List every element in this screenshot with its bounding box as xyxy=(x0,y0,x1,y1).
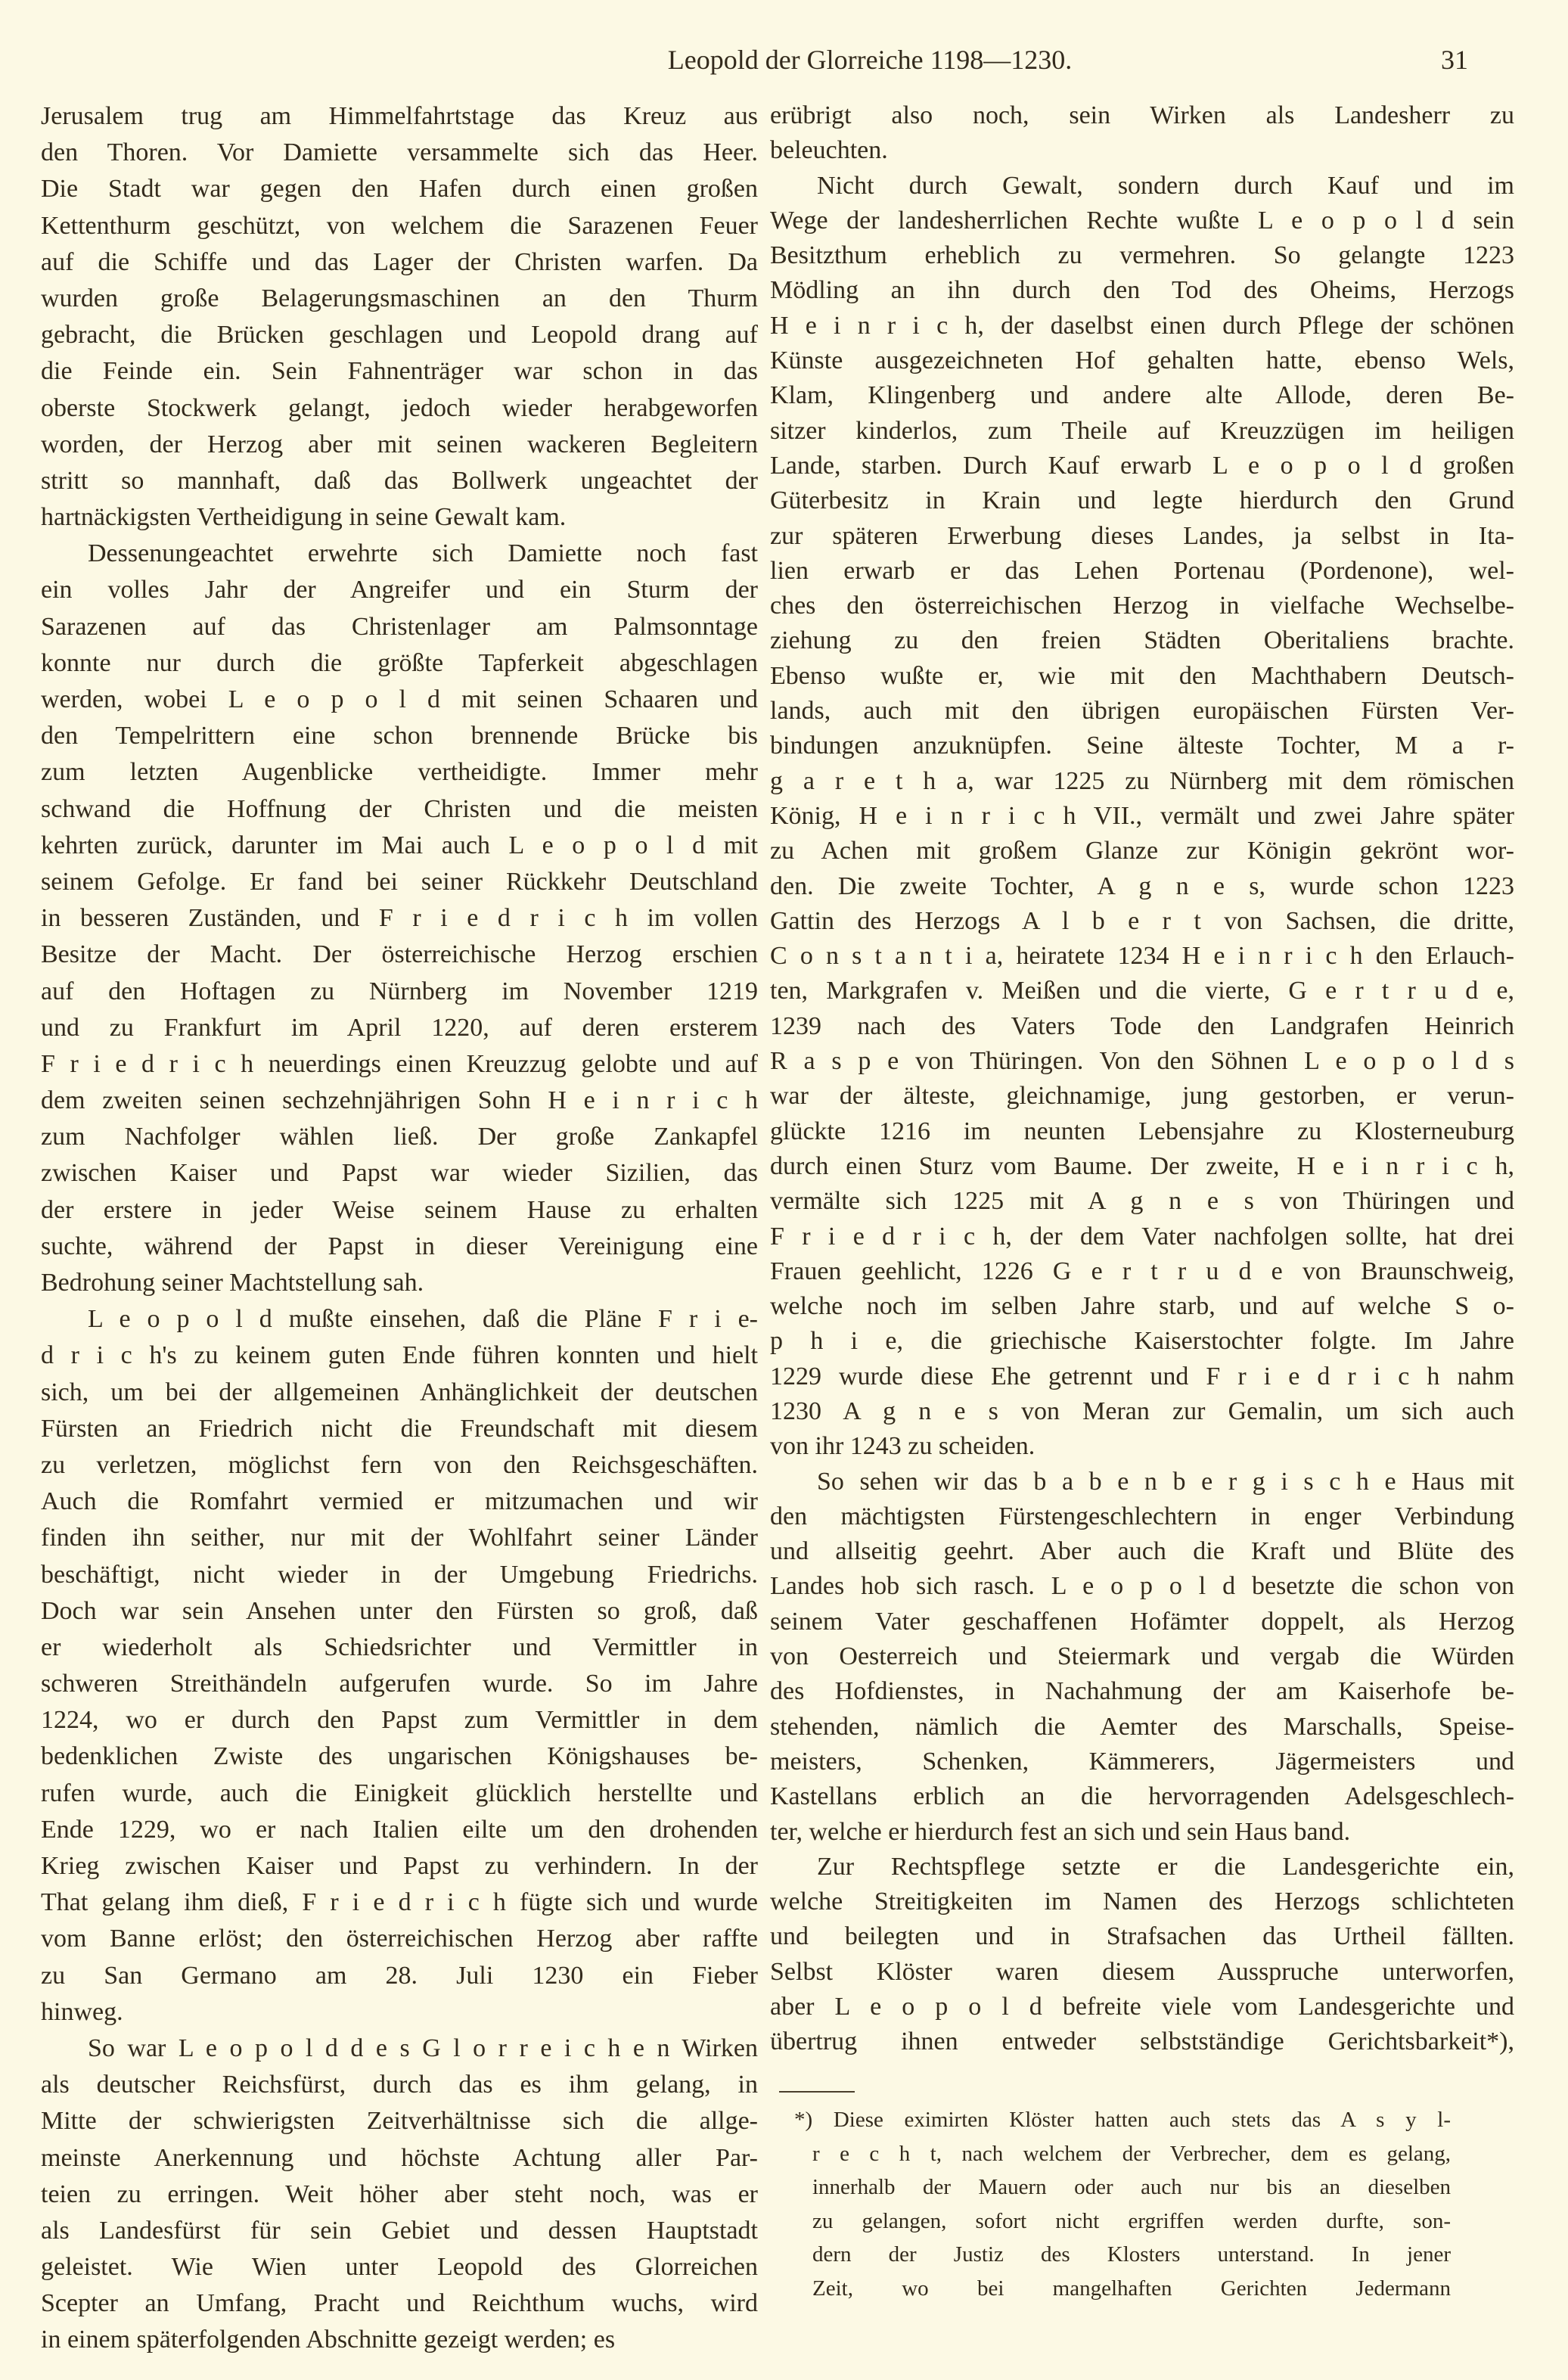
text-line: F r i e d r i c h neuerdings einen Kreuzzug gelobte und auf xyxy=(41,1049,758,1078)
text-line: Dessenungeachtet erwehrte sich Damiette noch fast xyxy=(88,539,758,568)
text-line: meinste Anerkennung und höchste Achtung aller Par- xyxy=(41,2143,758,2172)
text-line: zum letzten Augenblicke vertheidigte. Immer mehr xyxy=(41,758,758,787)
text-line: hartnäckigsten Vertheidigung in seine Gewalt kam. xyxy=(41,503,567,532)
text-line: zu Achen mit großem Glanze zur Königin gekrönt wor- xyxy=(770,837,1514,865)
text-line: geleistet. Wie Wien unter Leopold des Glorreichen xyxy=(41,2253,758,2282)
text-line: Besitzthum erheblich zu vermehren. So gelangte 1223 xyxy=(770,241,1514,270)
text-line: auf den Hoftagen zu Nürnberg im November 1219 xyxy=(41,977,758,1005)
text-line: Scepter an Umfang, Pracht und Reichthum wuchs, wird xyxy=(41,2289,758,2318)
text-line: 1239 nach des Vaters Tode den Landgrafen Heinrich xyxy=(770,1011,1514,1040)
text-line: gebracht, die Brücken geschlagen und Leopold drang auf xyxy=(41,321,758,350)
text-line: aber L e o p o l d befreite viele vom Landesgerichte und xyxy=(770,1993,1514,2021)
text-line: F r i e d r i c h, der dem Vater nachfolgen sollte, hat drei xyxy=(770,1222,1514,1251)
text-line: Sarazenen auf das Christenlager am Palmsonntage xyxy=(41,612,758,641)
text-line: Kastellans erblich an die hervorragenden Adelsgeschlech- xyxy=(770,1782,1514,1811)
text-line: H e i n r i c h, der daselbst einen durch Pflege der schönen xyxy=(770,311,1514,340)
text-line: wurden große Belagerungsmaschinen an den Thurm xyxy=(41,284,758,312)
text-line: in einem späterfolgenden Abschnitte gezeigt werden; es xyxy=(41,2326,616,2354)
paragraph xyxy=(770,98,1514,169)
text-line: als deutscher Reichsfürst, durch das es ihm gelang, in xyxy=(41,2071,758,2099)
text-line: Jerusalem trug am Himmelfahrtstage das Kreuz aus xyxy=(41,102,758,130)
text-line: Landes hob sich rasch. L e o p o l d besetzte die schon von xyxy=(770,1572,1514,1601)
text-line: kehrten zurück, darunter im Mai auch L e o p o l d mit xyxy=(41,831,758,859)
text-line: vermälte sich 1225 mit A g n e s von Thüringen und xyxy=(770,1187,1514,1216)
text-line: sitzer kinderlos, zum Theile auf Kreuzzügen im heiligen xyxy=(770,416,1514,445)
text-line: Selbst Klöster waren diesem Ausspruche unterworfen, xyxy=(770,1957,1514,1986)
text-line: lands, auch mit den übrigen europäischen Fürsten Ver- xyxy=(770,697,1514,725)
text-line: erübrigt also noch, sein Wirken als Landesherr zu xyxy=(770,101,1514,129)
text-line: So war L e o p o l d d e s G l o r r e i c h e n Wirken xyxy=(88,2034,758,2062)
page-number: 31 xyxy=(1441,45,1468,75)
text-line: Mödling an ihn durch den Tod des Oheims, Herzogs xyxy=(770,276,1514,305)
text-line: den mächtigsten Fürstengeschlechtern in enger Verbindung xyxy=(770,1502,1514,1530)
text-line: seinem Vater geschaffenen Hofämter doppelt, als Herzog xyxy=(770,1607,1514,1636)
text-line: zwischen Kaiser und Papst war wieder Sizilien, das xyxy=(41,1159,758,1188)
text-line: vom Banne erlöst; den österreichischen Herzog aber raffte xyxy=(41,1925,758,1953)
text-line: p h i e, die griechische Kaiserstochter folgte. Im Jahre xyxy=(770,1327,1514,1356)
text-line: zu verletzen, möglichst fern von den Reichsgeschäften. xyxy=(41,1450,758,1479)
text-line: Besitze der Macht. Der österreichische Herzog erschien xyxy=(41,940,758,969)
text-line: Ebenso wußte er, wie mit den Machthabern Deutsch- xyxy=(770,661,1514,690)
text-line: welche Streitigkeiten im Namen des Herzogs schlichteten xyxy=(770,1888,1514,1916)
text-line: stritt so mannhaft, daß das Bollwerk ungeachtet der xyxy=(41,466,758,495)
text-line: L e o p o l d mußte einsehen, daß die Pläne F r i e- xyxy=(88,1305,758,1334)
paragraph xyxy=(41,1301,758,2030)
text-line: Güterbesitz in Krain und legte hierdurch den Grund xyxy=(770,486,1514,515)
text-line: von ihr 1243 zu scheiden. xyxy=(770,1432,1036,1461)
text-line: glückte 1216 im neunten Lebensjahre zu Klosterneuburg xyxy=(770,1117,1514,1145)
text-line: Lande, starben. Durch Kauf erwarb L e o p o l d großen xyxy=(770,451,1514,480)
text-line: durch einen Sturz vom Baume. Der zweite, H e i n r i c h, xyxy=(770,1151,1514,1180)
text-line: ziehung zu den freien Städten Oberitaliens brachte. xyxy=(770,626,1514,655)
text-line: teien zu erringen. Weit höher aber steht noch, was er xyxy=(41,2180,758,2208)
text-line: in besseren Zuständen, und F r i e d r i c h im vollen xyxy=(41,904,758,933)
text-line: als Landesfürst für sein Gebiet und dessen Hauptstadt xyxy=(41,2216,758,2245)
text-line: König, H e i n r i c h VII., vermält und zwei Jahre später xyxy=(770,801,1514,830)
text-line: ten, Markgrafen v. Meißen und die vierte, G e r t r u d e, xyxy=(770,977,1514,1005)
text-line: den Tempelrittern eine schon brennende Brücke bis xyxy=(41,722,758,750)
text-line: den Thoren. Vor Damiette versammelte sich das Heer. xyxy=(41,138,758,167)
footnote-line: *) Diese eximirten Klöster hatten auch stets das A s y l- xyxy=(794,2108,1451,2132)
text-line: zum Nachfolger wählen ließ. Der große Zankapfel xyxy=(41,1123,758,1151)
running-title: Leopold der Glorreiche 1198—1230. xyxy=(667,45,1073,75)
text-line: ches den österreichischen Herzog in vielfache Wechselbe- xyxy=(770,592,1514,620)
text-line: So sehen wir das b a b e n b e r g i s c h e Haus mit xyxy=(817,1467,1514,1496)
text-line: g a r e t h a, war 1225 zu Nürnberg mit dem römischen xyxy=(770,766,1514,795)
text-line: und allseitig geehrt. Aber auch die Kraft und Blüte des xyxy=(770,1537,1514,1566)
text-line: schwand die Hoffnung der Christen und die meisten xyxy=(41,794,758,823)
text-line: finden ihn seither, nur mit der Wohlfahrt seiner Länder xyxy=(41,1524,758,1552)
text-line: 1224, wo er durch den Papst zum Vermittler in dem xyxy=(41,1706,758,1735)
footnote-line: Zeit, wo bei mangelhaften Gerichten Jedermann xyxy=(812,2276,1451,2301)
text-line: zu San Germano am 28. Juli 1230 ein Fieber xyxy=(41,1961,758,1990)
text-line: Nicht durch Gewalt, sondern durch Kauf und im xyxy=(817,171,1514,200)
text-line: seinem Gefolge. Er fand bei seiner Rückkehr Deutschland xyxy=(41,867,758,896)
text-line: C o n s t a n t i a, heiratete 1234 H e i n r i c h den Erlauch- xyxy=(770,942,1514,971)
page-header xyxy=(0,44,1568,82)
text-line: Mitte der schwierigsten Zeitverhältnisse sich die allge- xyxy=(41,2107,758,2136)
text-line: die Feinde ein. Sein Fahnenträger war schon in das xyxy=(41,357,758,386)
text-line: sich, um bei der allgemeinen Anhänglichkeit der deutschen xyxy=(41,1378,758,1406)
text-line: konnte nur durch die größte Tapferkeit abgeschlagen xyxy=(41,648,758,677)
text-line: und beilegten und in Strafsachen das Urtheil fällten. xyxy=(770,1922,1514,1951)
text-line: des Hofdienstes, in Nachahmung der am Kaiserhofe be- xyxy=(770,1677,1514,1706)
text-line: 1229 wurde diese Ehe getrennt und F r i e d r i c h nahm xyxy=(770,1362,1514,1390)
text-line: hinweg. xyxy=(41,1997,123,2026)
footnote-line: dern der Justiz des Klosters unterstand. In jener xyxy=(812,2242,1451,2267)
text-line: und zu Frankfurt im April 1220, auf deren ersterem xyxy=(41,1013,758,1042)
text-line: schweren Streithändeln aufgerufen wurde. So im Jahre xyxy=(41,1670,758,1698)
footnote-line: r e c h t, nach welchem der Verbrecher, dem es gelang, xyxy=(812,2141,1451,2166)
right-column xyxy=(770,98,1514,2060)
text-line: suchte, während der Papst in dieser Vereinigung eine xyxy=(41,1232,758,1260)
left-column xyxy=(41,98,758,2359)
text-line: worden, der Herzog aber mit seinen wackeren Begleitern xyxy=(41,430,758,458)
text-line: zur späteren Erwerbung dieses Landes, ja selbst in Ita- xyxy=(770,521,1514,550)
text-line: auf die Schiffe und das Lager der Christen warfen. Da xyxy=(41,247,758,276)
text-line: Fürsten an Friedrich nicht die Freundschaft mit diesem xyxy=(41,1414,758,1443)
text-line: lien erwarb er das Lehen Portenau (Pordenone), wel- xyxy=(770,556,1514,585)
text-line: d r i c h's zu keinem guten Ende führen konnten und hielt xyxy=(41,1341,758,1370)
text-line: bindungen anzuknüpfen. Seine älteste Tochter, M a r- xyxy=(770,732,1514,760)
paragraph xyxy=(41,536,758,1301)
text-line: ter, welche er hierdurch fest an sich und sein Haus band. xyxy=(770,1817,1351,1846)
text-line: beschäftigt, nicht wieder in der Umgebung Friedrichs. xyxy=(41,1560,758,1589)
text-line: R a s p e von Thüringen. Von den Söhnen L e o p o l d s xyxy=(770,1047,1514,1076)
footnote xyxy=(794,2103,1451,2305)
text-line: Ende 1229, wo er nach Italien eilte um den drohenden xyxy=(41,1815,758,1844)
text-line: Klam, Klingenberg und andere alte Allode, deren Be- xyxy=(770,381,1514,410)
text-line: den. Die zweite Tochter, A g n e s, wurde schon 1223 xyxy=(770,872,1514,900)
text-line: Zur Rechtspflege setzte er die Landesgerichte ein, xyxy=(817,1852,1514,1881)
paragraph xyxy=(770,1850,1514,2060)
text-line: er wiederholt als Schiedsrichter und Vermittler in xyxy=(41,1633,758,1661)
text-line: werden, wobei L e o p o l d mit seinen Schaaren und xyxy=(41,685,758,713)
text-line: Künste ausgezeichneten Hof gehalten hatte, ebenso Wels, xyxy=(770,346,1514,375)
text-line: Gattin des Herzogs A l b e r t von Sachsen, die dritte, xyxy=(770,906,1514,935)
text-line: ein volles Jahr der Angreifer und ein Sturm der xyxy=(41,576,758,604)
text-line: von Oesterreich und Steiermark und vergab die Würden xyxy=(770,1642,1514,1671)
text-line: Frauen geehlicht, 1226 G e r t r u d e von Braunschweig, xyxy=(770,1257,1514,1285)
paragraph xyxy=(41,98,758,536)
text-line: Die Stadt war gegen den Hafen durch einen großen xyxy=(41,175,758,204)
paragraph xyxy=(770,1465,1514,1850)
text-line: bedenklichen Zwiste des ungarischen Königshauses be- xyxy=(41,1742,758,1771)
text-line: rufen wurde, auch die Einigkeit glücklich herstellte und xyxy=(41,1779,758,1807)
text-line: Wege der landesherrlichen Rechte wußte L e o p o l d sein xyxy=(770,206,1514,235)
text-line: 1230 A g n e s von Meran zur Gemalin, um sich auch xyxy=(770,1397,1514,1425)
text-line: war der älteste, gleichnamige, jung gestorben, er verun- xyxy=(770,1082,1514,1111)
text-line: oberste Stockwerk gelangt, jedoch wieder herabgeworfen xyxy=(41,393,758,422)
text-line: der erstere in jeder Weise seinem Hause zu erhalten xyxy=(41,1195,758,1224)
footnote-divider xyxy=(779,2091,855,2093)
text-line: That gelang ihm dieß, F r i e d r i c h fügte sich und wurde xyxy=(41,1888,758,1917)
paragraph xyxy=(770,169,1514,1465)
text-line: Bedrohung seiner Machtstellung sah. xyxy=(41,1269,424,1297)
paragraph xyxy=(41,2030,758,2359)
text-line: übertrug ihnen entweder selbstständige Gerichtsbarkeit*), xyxy=(770,2027,1514,2056)
footnote-line: zu gelangen, sofort nicht ergriffen werden durfte, son- xyxy=(812,2208,1451,2233)
text-line: Krieg zwischen Kaiser und Papst zu verhindern. In der xyxy=(41,1852,758,1880)
text-line: beleuchten. xyxy=(770,136,888,165)
text-line: dem zweiten seinen sechzehnjährigen Sohn H e i n r i c h xyxy=(41,1086,758,1115)
text-line: Doch war sein Ansehen unter den Fürsten so groß, daß xyxy=(41,1596,758,1625)
text-line: Auch die Romfahrt vermied er mitzumachen und wir xyxy=(41,1487,758,1516)
text-line: stehenden, nämlich die Aemter des Marschalls, Speise- xyxy=(770,1712,1514,1741)
text-line: welche noch im selben Jahre starb, und auf welche S o- xyxy=(770,1292,1514,1321)
text-line: meisters, Schenken, Kämmerers, Jägermeisters und xyxy=(770,1747,1514,1776)
footnote-line: innerhalb der Mauern oder auch nur bis an dieselben xyxy=(812,2175,1451,2199)
text-line: Kettenthurm geschützt, von welchem die Sarazenen Feuer xyxy=(41,211,758,240)
